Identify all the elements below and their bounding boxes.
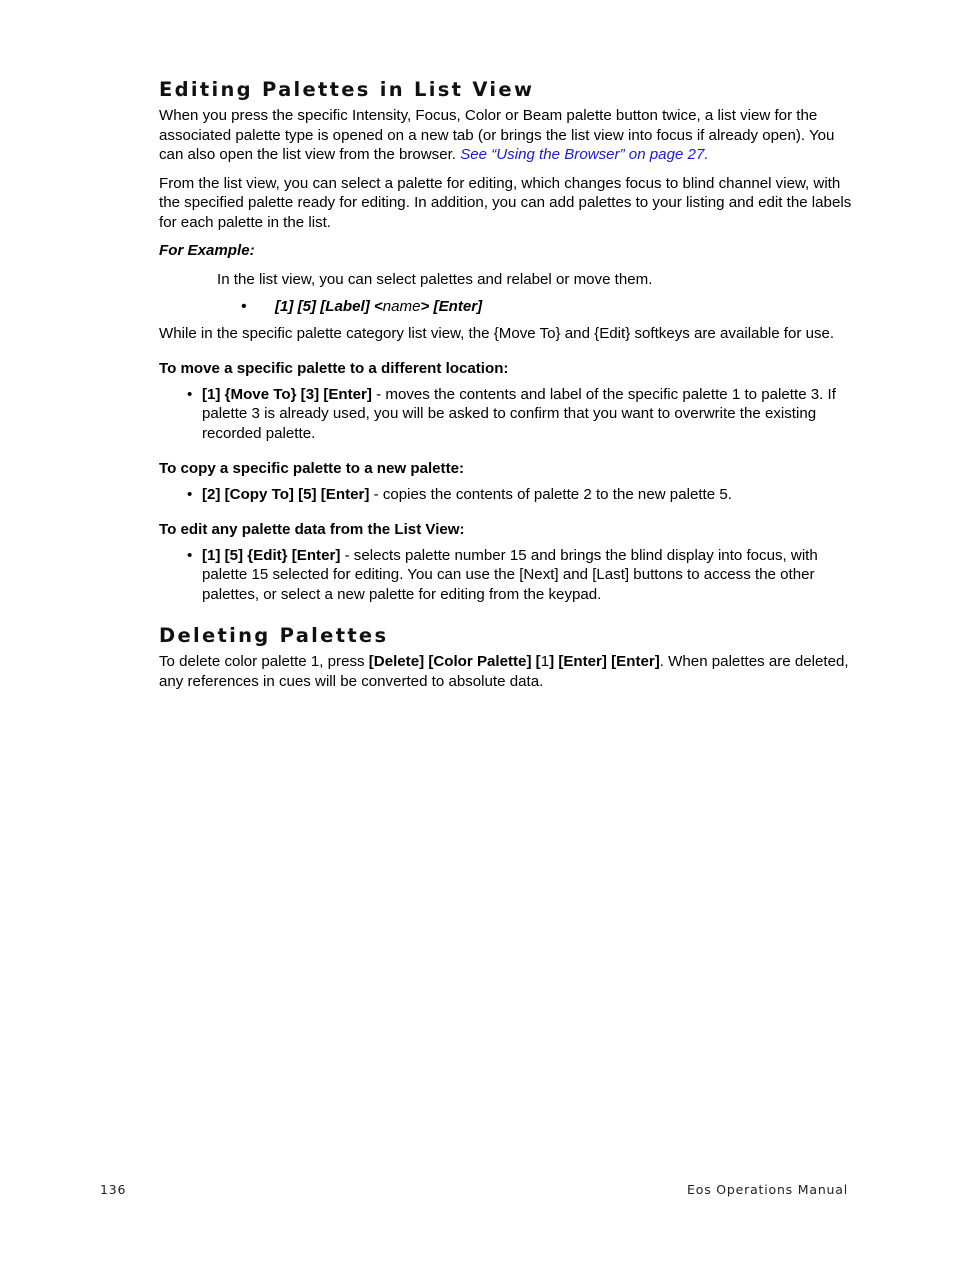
delete-keys-part1: [Delete] [Color Palette] [ <box>368 653 541 670</box>
delete-keys-part2: ] [Enter] [Enter] <box>549 653 660 670</box>
example-label: For Example: <box>159 242 255 259</box>
move-subheading: To move a specific palette to a different location: <box>159 360 509 377</box>
page-body <box>159 78 854 700</box>
bullet-mark: • <box>187 546 193 564</box>
intro-text: When you press the specific Intensity, Focus, Color or Beam palette button twice, a list view for the associated palette type is opened on a new tab (or brings the list view into focus if already open). You can also open the list view from the browser. <box>159 107 835 163</box>
bullet-mark: • <box>187 385 193 403</box>
edit-subheading: To edit any palette data from the List View: <box>159 521 465 538</box>
list-view-paragraph: From the list view, you can select a palette for editing, which changes focus to blind channel view, with the specified palette ready for editing. In addition, you can add palettes to your listing and edit the labels for each palette in the list. <box>159 174 852 231</box>
manual-title: Eos Operations Manual <box>687 1182 848 1197</box>
move-keys: [1] {Move To} [3] [Enter] <box>202 385 372 403</box>
page-number: 136 <box>100 1182 127 1197</box>
delete-paragraph: To delete color palette 1, press [Delete] [Color Palette] [1] [Enter] [Enter]. When palettes are deleted, any references in cues will be converted to absolute data. <box>159 653 849 690</box>
intro-paragraph <box>159 106 854 165</box>
example-intro: In the list view, you can select palettes and relabel or move them. <box>217 270 653 288</box>
bullet-mark: • <box>187 485 193 503</box>
browser-reference-link[interactable]: See “Using the Browser” on page 27. <box>460 146 709 163</box>
copy-subheading: To copy a specific palette to a new palette: <box>159 460 465 477</box>
section-heading-editing-palettes: Editing Palettes in List View <box>159 78 535 101</box>
move-description: - moves the contents and label of the specific palette 1 to palette 3. If palette 3 is already used, you will be asked to confirm that you want to overwrite the existing recorded palette. <box>202 385 836 442</box>
copy-keys: [2] [Copy To] [5] [Enter] <box>202 485 370 503</box>
name-placeholder: name <box>382 298 421 315</box>
softkeys-paragraph: While in the specific palette category list view, the {Move To} and {Edit} softkeys are available for use. <box>159 324 835 342</box>
section-heading-deleting-palettes: Deleting Palettes <box>159 624 389 647</box>
copy-description: - copies the contents of palette 2 to the new palette 5. <box>369 485 732 503</box>
edit-keys: [1] [5] {Edit} [Enter] <box>202 546 341 564</box>
bullet-mark: • <box>241 298 247 315</box>
copy-bullet <box>159 485 854 505</box>
move-bullet <box>159 385 854 444</box>
edit-bullet <box>159 546 854 605</box>
edit-description: - selects palette number 15 and brings the blind display into focus, with palette 15 selected for editing. You can use the [Next] and [Last] buttons to access the other palettes, or select a new palette for editing from the keypad. <box>202 546 818 603</box>
palette-number: 1 <box>540 653 550 670</box>
example-key-sequence: • [1] [5] [Label] <name> [Enter] <box>241 298 483 315</box>
